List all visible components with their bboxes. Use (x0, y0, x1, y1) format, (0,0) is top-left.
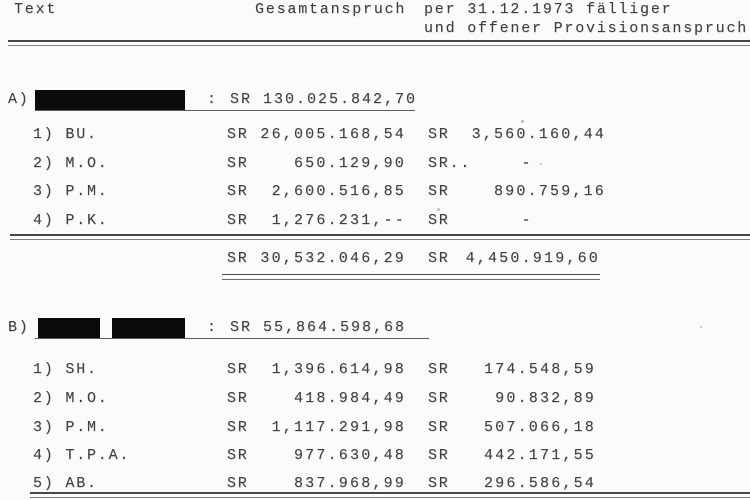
scan-speck (521, 120, 524, 123)
row-label: 4) P.K. (33, 212, 109, 229)
currency-label: SR (227, 447, 249, 464)
subtotal-total-claim: 30,532.046,29 (260, 250, 406, 267)
subtotal-provision-claim: 4,450.919,60 (465, 250, 600, 267)
amount-provision-claim: 507.066,18 (483, 419, 596, 436)
amount-total-claim: 977.630,48 (293, 447, 406, 464)
row-label: 3) P.M. (33, 419, 109, 436)
row-label: 2) M.O. (33, 155, 109, 172)
bottom-divider-line (30, 492, 750, 498)
scan-speck (700, 326, 702, 328)
section-b-colon: : (207, 319, 218, 336)
currency-label: SR (428, 447, 450, 464)
amount-provision-claim: 3,560.160,44 (471, 126, 606, 143)
section-a-underline (35, 110, 415, 111)
currency-label: SR.. (428, 155, 472, 172)
section-a-total-amount: SR 130.025.842,70 (230, 91, 418, 108)
section-a-label: A) (8, 91, 30, 108)
currency-label: SR (227, 126, 249, 143)
row-label: 5) AB. (33, 475, 98, 492)
section-a-divider-line (10, 234, 750, 240)
currency-label: SR (227, 183, 249, 200)
row-label: 3) P.M. (33, 183, 109, 200)
amount-provision-claim: 442.171,55 (483, 447, 596, 464)
amount-total-claim: 1,117.291,98 (271, 419, 406, 436)
currency-label: SR (227, 361, 249, 378)
amount-total-claim: 418.984,49 (293, 390, 406, 407)
currency-label: SR (428, 183, 450, 200)
amount-provision-claim: 890.759,16 (493, 183, 606, 200)
redaction-box (38, 318, 100, 338)
column-header-due-line1: per 31.12.1973 fälliger (424, 1, 673, 18)
amount-total-claim: 2,600.516,85 (271, 183, 406, 200)
currency-label: SR (227, 250, 249, 267)
scan-speck (437, 208, 440, 211)
section-b-total-amount: SR 55,864.598,68 (230, 319, 407, 336)
amount-provision-claim: - (521, 212, 531, 229)
currency-label: SR (428, 475, 450, 492)
amount-provision-claim: 174.548,59 (483, 361, 596, 378)
currency-label: SR (428, 250, 450, 267)
currency-label: SR (227, 390, 249, 407)
row-label: 1) BU. (33, 126, 98, 143)
currency-label: SR (428, 390, 450, 407)
redaction-box (112, 318, 185, 338)
row-label: 2) M.O. (33, 390, 109, 407)
row-label: 4) T.P.A. (33, 447, 131, 464)
section-a-colon: : (207, 91, 218, 108)
column-header-text: Text (14, 1, 58, 18)
currency-label: SR (428, 419, 450, 436)
currency-label: SR (428, 126, 450, 143)
header-divider-line (8, 40, 750, 46)
amount-provision-claim: 90.832,89 (495, 390, 596, 407)
amount-total-claim: 1,396.614,98 (271, 361, 406, 378)
currency-label: SR (428, 361, 450, 378)
currency-label: SR (227, 419, 249, 436)
row-label: 1) SH. (33, 361, 98, 378)
currency-label: SR (227, 475, 249, 492)
currency-label: SR (428, 212, 450, 229)
currency-label: SR (227, 155, 249, 172)
amount-total-claim: 837.968,99 (293, 475, 406, 492)
section-b-underline (35, 338, 429, 339)
redaction-box (35, 90, 185, 110)
amount-total-claim: 1,276.231,-- (271, 212, 406, 229)
currency-label: SR (227, 212, 249, 229)
scan-speck (540, 163, 542, 165)
amount-provision-claim: 296.586,54 (483, 475, 596, 492)
section-b-label: B) (8, 319, 30, 336)
column-header-total-claim: Gesamtanspruch (255, 1, 407, 18)
amount-total-claim: 650.129,90 (293, 155, 406, 172)
amount-provision-claim: - (521, 155, 531, 172)
amount-total-claim: 26,005.168,54 (260, 126, 406, 143)
column-header-due-line2: und offener Provisionsanspruch (424, 20, 749, 37)
subtotal-underline (222, 274, 600, 280)
